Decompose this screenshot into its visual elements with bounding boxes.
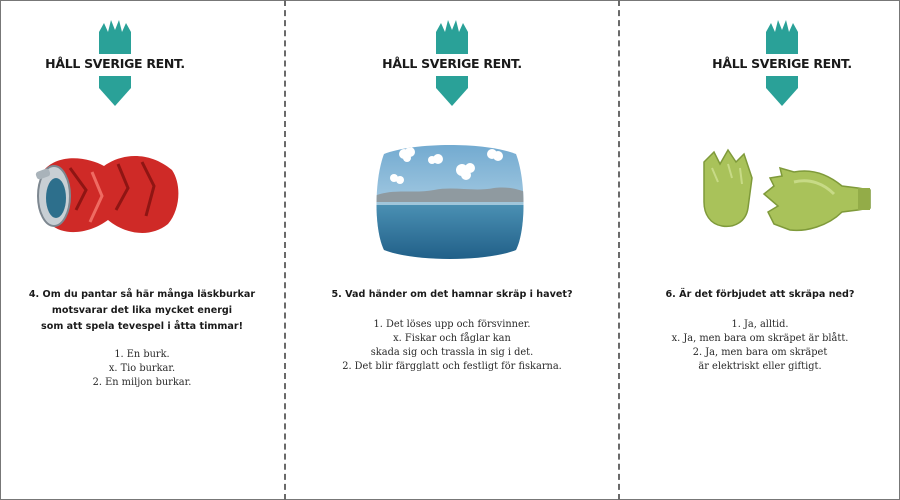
answer-options <box>286 318 618 374</box>
brand-logo <box>702 20 862 110</box>
answer-x: x. Fiskar och fåglar kan <box>393 333 511 344</box>
logo-crown-icon <box>766 20 798 54</box>
quiz-card-5 <box>286 0 618 500</box>
logo-crown-icon <box>99 20 131 54</box>
broken-bottle-illustration <box>698 148 876 238</box>
question-text: 4. Om du pantar så här många läskburkar motsvarar det lika mycket energi som att spela tevespel i åtta timmar! <box>28 289 256 332</box>
answer-1: 1. En burk. <box>114 349 170 360</box>
logo-arrow-icon <box>766 76 798 106</box>
brand-logo <box>372 20 532 110</box>
quiz-card-4 <box>0 0 284 500</box>
quiz-card-6 <box>620 0 900 500</box>
answer-2: 2. En miljon burkar. <box>92 377 192 388</box>
logo-crown-icon <box>436 20 468 54</box>
answer-2: 2. Ja, men bara om skräpet <box>692 347 828 358</box>
answer-1: 1. Ja, alltid. <box>731 319 789 330</box>
answer-options <box>620 318 900 374</box>
brand-logo <box>35 20 195 110</box>
logo-text: HÅLL SVERIGE RENT. <box>712 56 852 71</box>
logo-text: HÅLL SVERIGE RENT. <box>45 56 185 71</box>
answer-x: x. Ja, men bara om skräpet är blått. <box>671 333 849 344</box>
question-text: 6. Är det förbjudet att skräpa ned? <box>665 289 855 300</box>
question-text: 5. Vad händer om det hamnar skräp i havet? <box>331 289 573 300</box>
answer-1: 1. Det löses upp och försvinner. <box>373 319 531 330</box>
crushed-can-illustration <box>30 140 185 245</box>
logo-arrow-icon <box>99 76 131 106</box>
logo-text: HÅLL SVERIGE RENT. <box>382 56 522 71</box>
answer-options <box>0 348 284 390</box>
answer-x: x. Tio burkar. <box>108 363 176 374</box>
sea-illustration <box>374 140 526 262</box>
answer-2-cont: är elektriskt eller giftigt. <box>698 361 822 372</box>
answer-2: 2. Det blir färgglatt och festligt för fiskarna. <box>342 361 562 372</box>
logo-arrow-icon <box>436 76 468 106</box>
answer-x-cont: skada sig och trassla in sig i det. <box>370 347 534 358</box>
